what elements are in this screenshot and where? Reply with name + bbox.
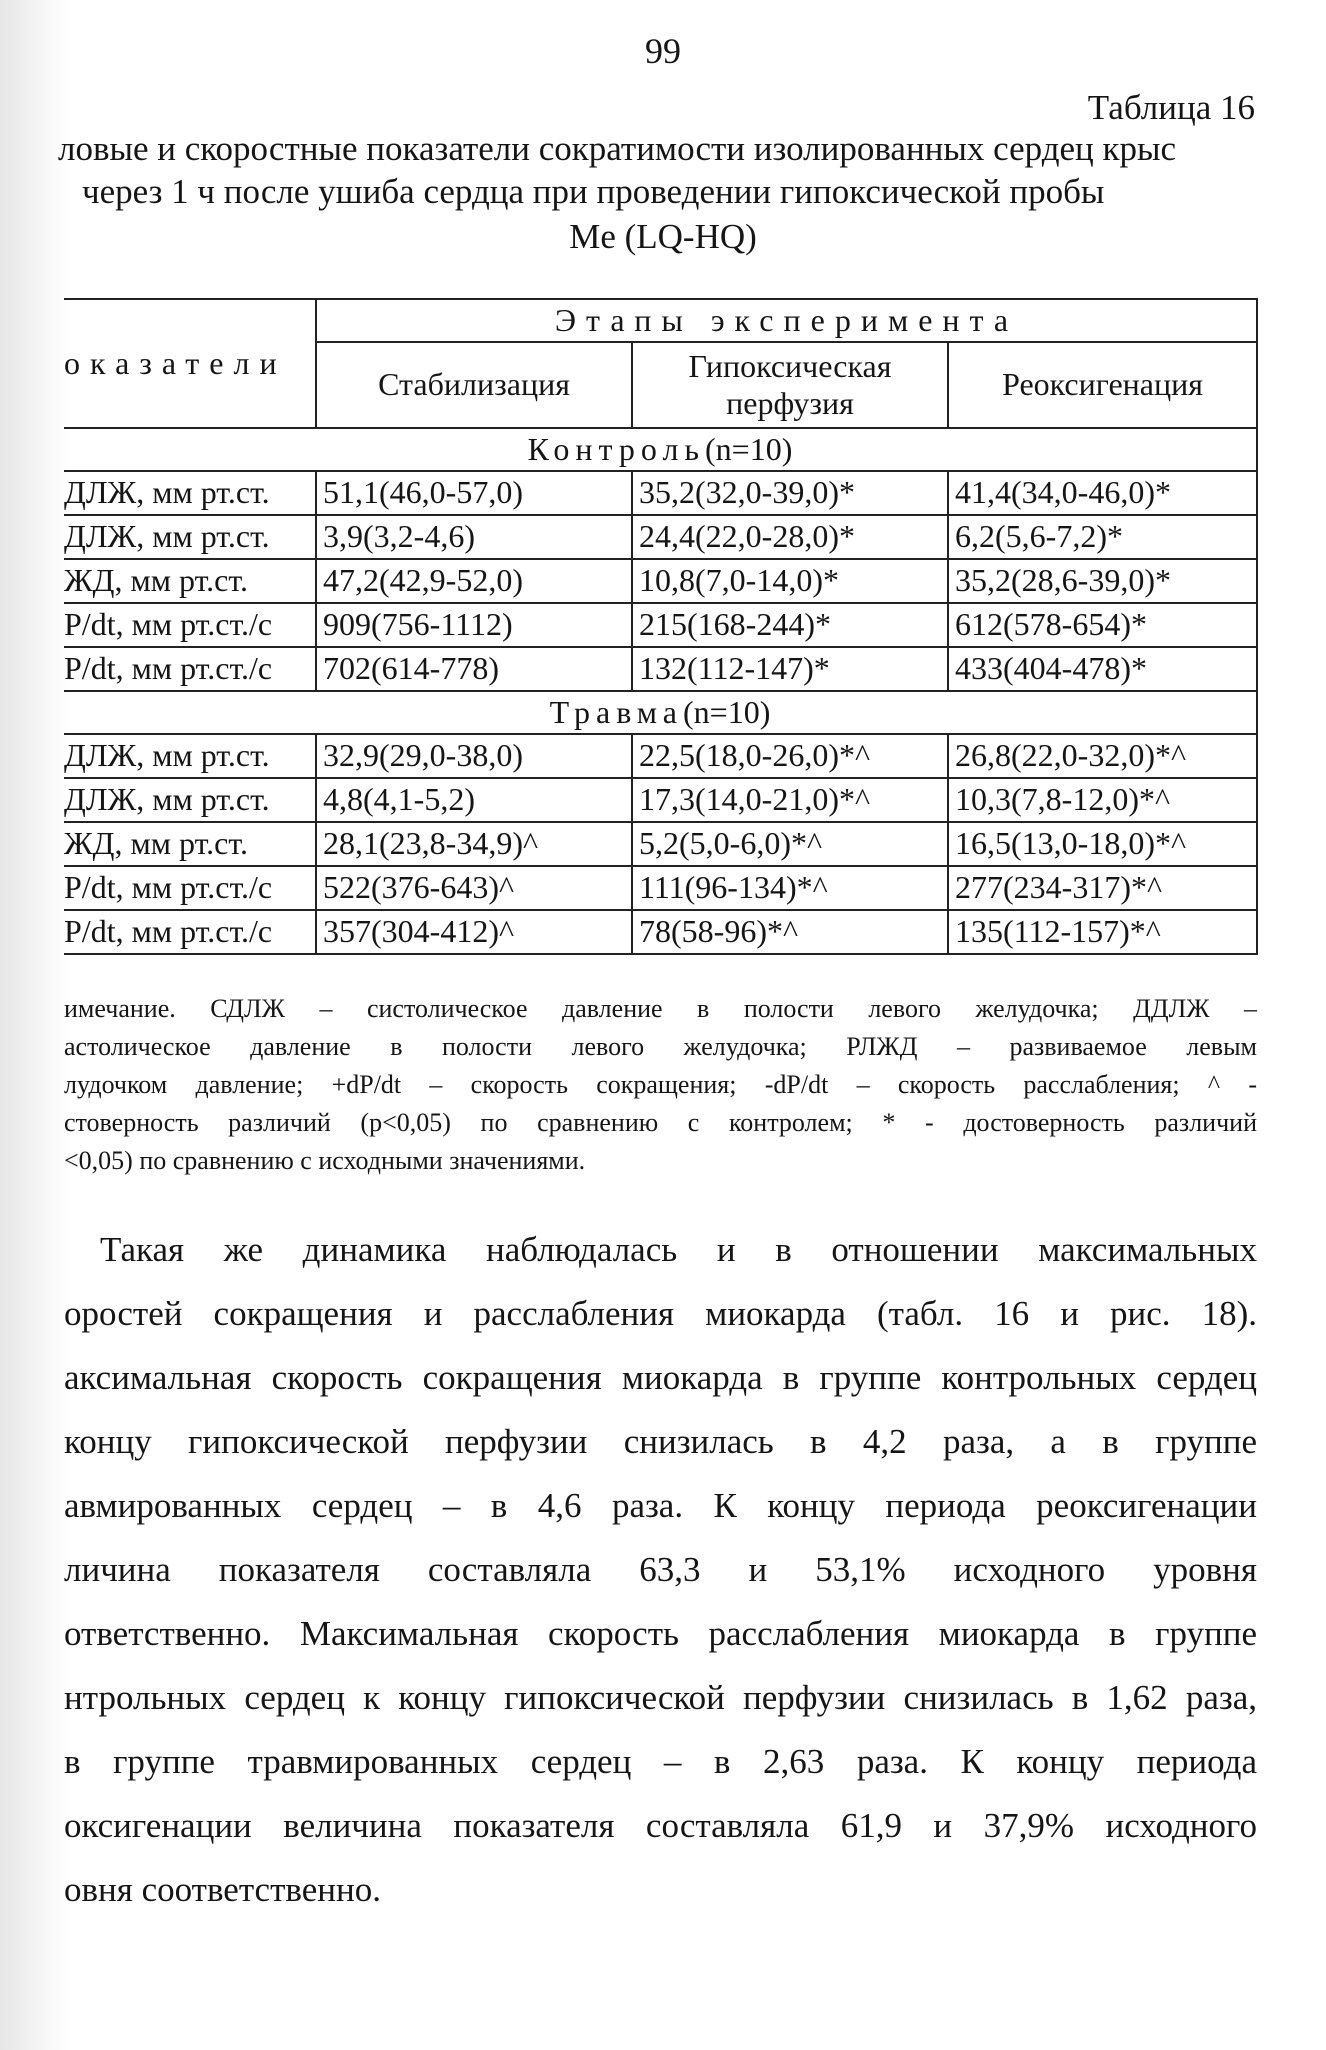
table-row [64,559,1257,603]
stage-header-reoxygenation: Реоксигенация [948,342,1257,428]
footnote-line: астолическое давление в полости левого желудочка; РЛЖД – развиваемое левым [64,1032,1257,1061]
row-parameter: P/dt, мм рт.ст./с [64,866,316,910]
page-number: 99 [645,31,681,71]
row-parameter: P/dt, мм рт.ст./с [64,603,316,647]
paragraph-line: личина показателя составляла 63,3 и 53,1% исходного уровня [64,1550,1257,1589]
table-title-line-1: ловые и скоростные показатели сократимости изолированных сердец крыс [58,129,1177,168]
paragraph-line: аксимальная скорость сокращения миокарда в группе контрольных сердец [64,1358,1257,1397]
group-header-control [64,428,1257,471]
cell-reoxygenation: 135(112-157)*^ [948,910,1257,954]
table-title-line-3: Me (LQ-HQ) [569,217,757,256]
cell-stabilization: 909(756-1112) [316,603,632,647]
stage-header-hypoxic: Гипоксическая перфузия [632,342,948,428]
cell-stabilization: 702(614-778) [316,647,632,691]
cell-reoxygenation: 612(578-654)* [948,603,1257,647]
row-parameter: ЖД, мм рт.ст. [64,822,316,866]
table-row [64,910,1257,954]
paragraph-line: нтрольных сердец к концу гипоксической перфузии снизилась в 1,62 раза, [64,1678,1257,1717]
results-table [64,298,1258,955]
table-row [64,822,1257,866]
row-parameter: ДЛЖ, мм рт.ст. [64,471,316,515]
cell-stabilization: 522(376-643)^ [316,866,632,910]
cell-hypoxic: 24,4(22,0-28,0)* [632,515,948,559]
cell-stabilization: 47,2(42,9-52,0) [316,559,632,603]
table-row [64,515,1257,559]
table-row [64,603,1257,647]
footnote-line: стоверность различий (p<0,05) по сравнению с контролем; * - достоверность различий [64,1108,1257,1137]
paragraph-line: овня соответственно. [64,1870,381,1909]
cell-stabilization: 28,1(23,8-34,9)^ [316,822,632,866]
row-parameter: ДЛЖ, мм рт.ст. [64,778,316,822]
cell-stabilization: 32,9(29,0-38,0) [316,734,632,778]
paragraph-line: ответственно. Максимальная скорость расслабления миокарда в группе [64,1614,1257,1653]
cell-reoxygenation: 35,2(28,6-39,0)* [948,559,1257,603]
footnote-line: имечание. СДЛЖ – систолическое давление в полости левого желудочка; ДДЛЖ – [64,994,1257,1023]
table-row [64,778,1257,822]
table-title-line-2: через 1 ч после ушиба сердца при проведении гипоксической пробы [82,172,1105,211]
row-parameter: ДЛЖ, мм рт.ст. [64,515,316,559]
group-n: (n=10) [705,430,793,467]
paragraph-line: оростей сокращения и расслабления миокарда (табл. 16 и рис. 18). [64,1294,1257,1333]
cell-reoxygenation: 41,4(34,0-46,0)* [948,471,1257,515]
row-parameter: ЖД, мм рт.ст. [64,559,316,603]
row-parameter: ДЛЖ, мм рт.ст. [64,734,316,778]
footnote-line: <0,05) по сравнению с исходными значениями. [64,1146,586,1175]
cell-reoxygenation: 433(404-478)* [948,647,1257,691]
table-footnote [64,990,1257,1180]
footnote-line: лудочком давление; +dP/dt – скорость сокращения; -dP/dt – скорость расслабления; ^ - [64,1070,1257,1099]
table-row [64,734,1257,778]
parameter-column-header: оказатели [64,299,316,428]
paragraph-line: авмированных сердец – в 4,6 раза. К концу периода реоксигенации [64,1486,1257,1525]
cell-hypoxic: 17,3(14,0-21,0)*^ [632,778,948,822]
paragraph-line: оксигенации величина показателя составляла 61,9 и 37,9% исходного [64,1806,1257,1845]
cell-stabilization: 51,1(46,0-57,0) [316,471,632,515]
group-label: Контроль [527,430,706,467]
cell-stabilization: 4,8(4,1-5,2) [316,778,632,822]
stage-group-header: Этапы эксперимента [316,299,1257,342]
body-paragraph [64,1218,1257,1922]
cell-reoxygenation: 6,2(5,6-7,2)* [948,515,1257,559]
table-row [64,866,1257,910]
cell-hypoxic: 22,5(18,0-26,0)*^ [632,734,948,778]
group-header-trauma [64,691,1257,734]
cell-reoxygenation: 16,5(13,0-18,0)*^ [948,822,1257,866]
group-label: Травма [549,693,683,730]
paragraph-line: концу гипоксической перфузии снизилась в 4,2 раза, а в группе [64,1422,1257,1461]
cell-hypoxic: 132(112-147)* [632,647,948,691]
cell-hypoxic: 35,2(32,0-39,0)* [632,471,948,515]
table-row [64,647,1257,691]
table-label: Таблица 16 [1087,88,1255,127]
page-edge-shadow [0,0,70,2050]
row-parameter: P/dt, мм рт.ст./с [64,910,316,954]
stage-header-stabilization: Стабилизация [316,342,632,428]
cell-stabilization: 3,9(3,2-4,6) [316,515,632,559]
cell-hypoxic: 111(96-134)*^ [632,866,948,910]
cell-hypoxic: 215(168-244)* [632,603,948,647]
group-n: (n=10) [682,693,771,730]
table-row [64,471,1257,515]
cell-hypoxic: 78(58-96)*^ [632,910,948,954]
cell-stabilization: 357(304-412)^ [316,910,632,954]
paragraph-line: Такая же динамика наблюдалась и в отношении максимальных [100,1230,1257,1269]
cell-hypoxic: 10,8(7,0-14,0)* [632,559,948,603]
cell-reoxygenation: 10,3(7,8-12,0)*^ [948,778,1257,822]
cell-reoxygenation: 26,8(22,0-32,0)*^ [948,734,1257,778]
cell-hypoxic: 5,2(5,0-6,0)*^ [632,822,948,866]
row-parameter: P/dt, мм рт.ст./с [64,647,316,691]
paragraph-line: в группе травмированных сердец – в 2,63 раза. К концу периода [64,1742,1257,1781]
cell-reoxygenation: 277(234-317)*^ [948,866,1257,910]
